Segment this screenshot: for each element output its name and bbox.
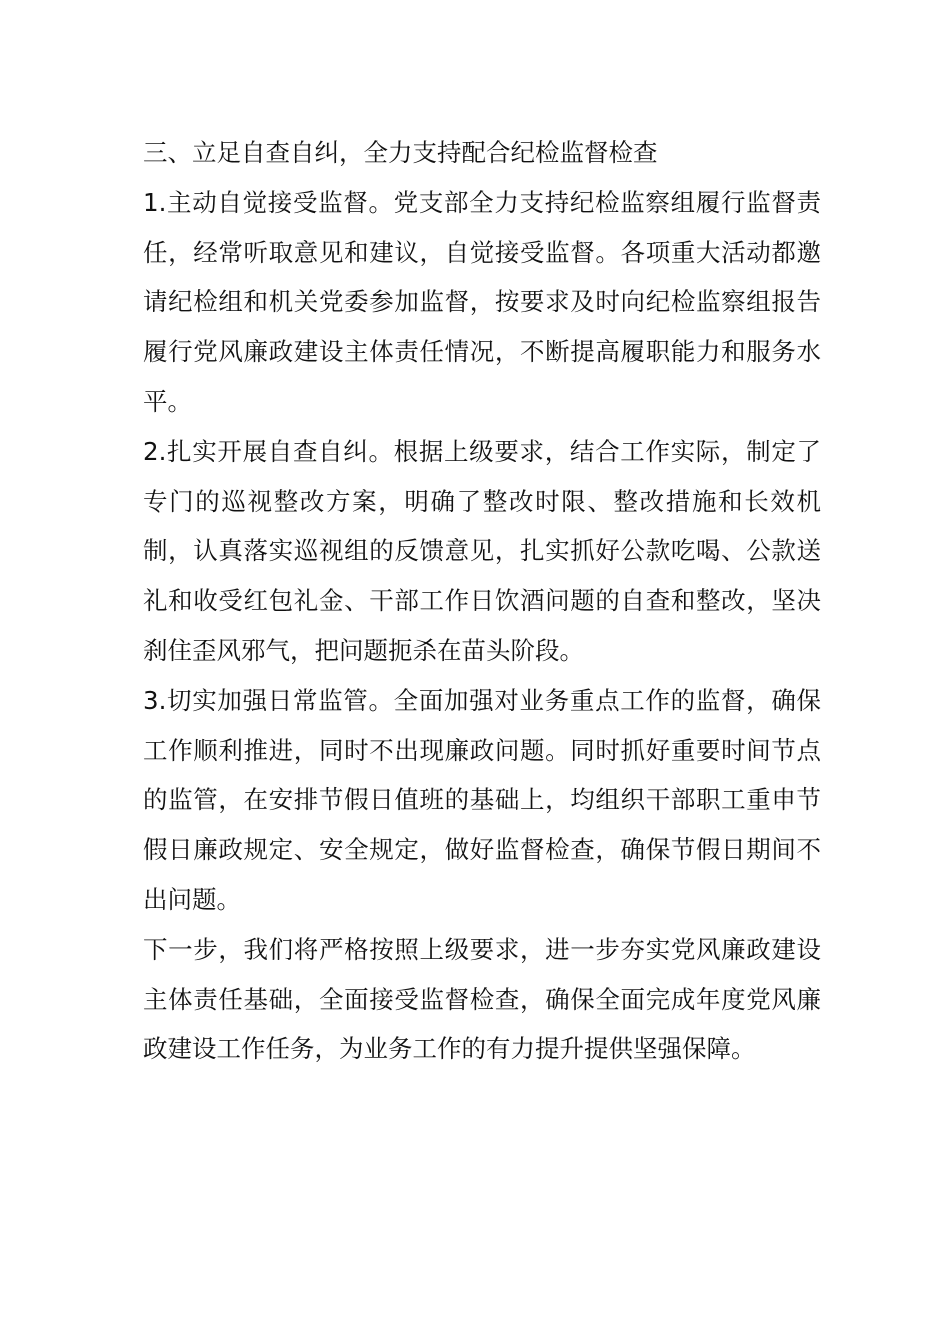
document-body	[143, 128, 821, 1074]
paragraph-3: 3.切实加强日常监管。全面加强对业务重点工作的监督，确保工作顺利推进，同时不出现廉政问题。同时抓好重要时间节点的监管，在安排节假日值班的基础上，均组织干部职工重申节假日廉政规定、安全规定，做好监督检查，确保节假日期间不出问题。	[143, 685, 821, 914]
paragraph-4: 下一步，我们将严格按照上级要求，进一步夯实党风廉政建设主体责任基础，全面接受监督检查，确保全面完成年度党风廉政建设工作任务，为业务工作的有力提升提供坚强保障。	[143, 934, 821, 1064]
paragraph-1: 1.主动自觉接受监督。党支部全力支持纪检监察组履行监督责任，经常听取意见和建议，自觉接受监督。各项重大活动都邀请纪检组和机关党委参加监督，按要求及时向纪检监察组报告履行党风廉政建设主体责任情况，不断提高履职能力和服务水平。	[143, 187, 821, 416]
section-heading: 三、立足自查自纠，全力支持配合纪检监督检查	[143, 138, 658, 167]
paragraph-2: 2.扎实开展自查自纠。根据上级要求，结合工作实际，制定了专门的巡视整改方案，明确了整改时限、整改措施和长效机制，认真落实巡视组的反馈意见，扎实抓好公款吃喝、公款送礼和收受红包礼金、干部工作日饮酒问题的自查和整改，坚决刹住歪风邪气，把问题扼杀在苗头阶段。	[143, 436, 821, 665]
